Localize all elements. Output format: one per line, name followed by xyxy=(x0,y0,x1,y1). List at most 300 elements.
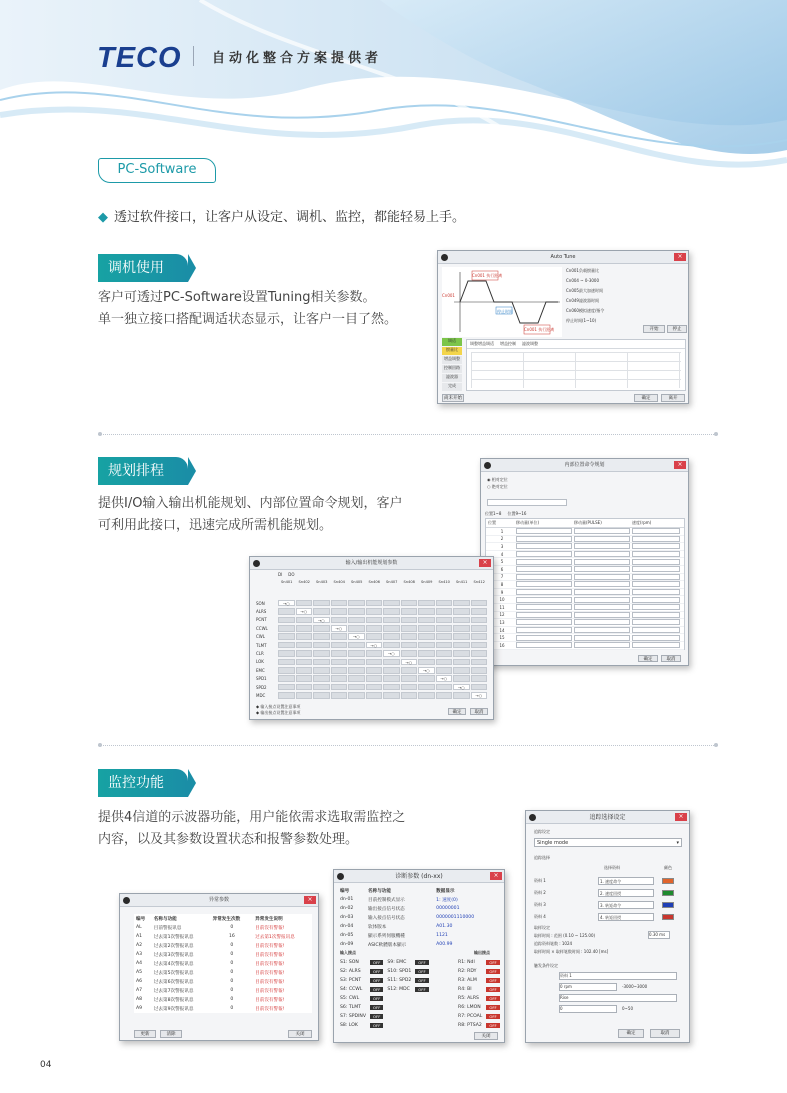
io-cell[interactable] xyxy=(383,659,400,666)
io-cell[interactable] xyxy=(453,642,470,649)
io-cell[interactable] xyxy=(296,600,313,607)
input-state: OFF xyxy=(370,1005,383,1010)
diag-value: 0000001110000 xyxy=(436,915,475,920)
io-cell[interactable] xyxy=(418,675,435,682)
position-value-input[interactable] xyxy=(632,559,680,565)
input-state-cell xyxy=(368,958,385,967)
io-cell[interactable] xyxy=(436,667,453,674)
alarm-row xyxy=(134,977,312,986)
close-icon[interactable]: × xyxy=(490,872,502,880)
position-value-input[interactable] xyxy=(632,589,680,595)
io-cell[interactable] xyxy=(313,625,330,632)
io-cell[interactable] xyxy=(366,692,383,699)
io-cell[interactable] xyxy=(278,684,295,691)
io-cell[interactable] xyxy=(278,650,295,657)
io-cell[interactable] xyxy=(383,642,400,649)
io-cell[interactable] xyxy=(331,692,348,699)
io-cell[interactable] xyxy=(278,667,295,674)
io-tabs xyxy=(278,572,295,577)
io-cell[interactable] xyxy=(366,600,383,607)
alarm-id: A4 xyxy=(136,961,143,966)
monitor-desc xyxy=(98,807,405,851)
refresh-button[interactable]: 更新 xyxy=(134,1030,156,1038)
io-cell[interactable] xyxy=(366,675,383,682)
io-cell[interactable] xyxy=(471,650,488,657)
position-value-input[interactable] xyxy=(632,612,680,618)
io-cell[interactable] xyxy=(471,667,488,674)
cancel-button[interactable]: 取消 xyxy=(661,655,681,662)
io-cell[interactable]: →○ xyxy=(471,692,488,699)
input-state: OFF xyxy=(370,996,383,1001)
tab-filter[interactable]: 滤波调整 xyxy=(522,341,538,346)
output-state: OFF xyxy=(486,1005,499,1010)
io-cell[interactable] xyxy=(471,659,488,666)
position-value-input[interactable] xyxy=(632,566,680,572)
position-value-input[interactable] xyxy=(516,612,572,618)
io-cell[interactable] xyxy=(348,642,365,649)
side-tab[interactable]: 滤波器 xyxy=(442,374,462,382)
position-value-input[interactable] xyxy=(516,635,572,641)
position-value-input[interactable] xyxy=(516,551,572,557)
mode-select[interactable] xyxy=(534,838,682,847)
side-tabs xyxy=(442,338,462,392)
io-cell[interactable] xyxy=(366,650,383,657)
io-cell[interactable] xyxy=(348,617,365,624)
inputs-body xyxy=(338,958,431,1030)
io-cell[interactable] xyxy=(436,625,453,632)
io-cell[interactable] xyxy=(418,600,435,607)
io-cell[interactable] xyxy=(471,633,488,640)
io-cell[interactable] xyxy=(453,692,470,699)
internal-position-title xyxy=(481,459,688,472)
radio-relative[interactable]: ◉ 相对定位 xyxy=(487,477,508,482)
diag-id: dn-03 xyxy=(340,915,354,920)
io-cell[interactable] xyxy=(296,617,313,624)
io-cell[interactable] xyxy=(418,633,435,640)
io-cell[interactable] xyxy=(313,608,330,615)
position-value-input[interactable] xyxy=(574,566,630,572)
io-cell[interactable] xyxy=(418,642,435,649)
io-cell[interactable] xyxy=(383,667,400,674)
io-cell[interactable] xyxy=(296,684,313,691)
io-cell[interactable] xyxy=(313,659,330,666)
position-value-input[interactable] xyxy=(574,574,630,580)
io-cell[interactable] xyxy=(348,667,365,674)
close-icon[interactable]: × xyxy=(674,253,686,261)
io-cell[interactable]: →○ xyxy=(348,633,365,640)
input-state-cell xyxy=(413,1003,430,1012)
position-value-input[interactable] xyxy=(516,574,572,580)
tab-do[interactable]: DO xyxy=(288,572,295,577)
edge-select[interactable]: Rise xyxy=(559,994,677,1002)
io-cell[interactable] xyxy=(418,608,435,615)
io-cell[interactable] xyxy=(471,675,488,682)
io-cell[interactable] xyxy=(436,642,453,649)
io-cell[interactable] xyxy=(331,608,348,615)
channel-color-swatch[interactable] xyxy=(662,890,674,896)
position-value-input[interactable] xyxy=(632,642,680,648)
position-value-input[interactable] xyxy=(574,551,630,557)
position-value-input[interactable] xyxy=(574,642,630,648)
io-cell[interactable] xyxy=(278,625,295,632)
io-cell[interactable]: →○ xyxy=(313,617,330,624)
io-cell[interactable] xyxy=(436,633,453,640)
app-icon xyxy=(529,814,536,821)
io-col-header: Sn407 xyxy=(386,580,398,584)
io-cell[interactable] xyxy=(366,667,383,674)
diag-title xyxy=(334,870,504,883)
io-cell[interactable] xyxy=(366,633,383,640)
io-cell[interactable] xyxy=(296,692,313,699)
io-cell[interactable] xyxy=(418,692,435,699)
tuning-desc-line1: 客户可透过PC-Software设置Tuning相关参数。 xyxy=(98,290,376,305)
position-value-input[interactable] xyxy=(516,604,572,610)
io-cell[interactable] xyxy=(313,667,330,674)
io-cell[interactable] xyxy=(278,617,295,624)
start-button[interactable]: 开始 xyxy=(643,325,665,333)
planning-desc-line1: 提供I/O输入输出机能规划、内部位置命令规划，客户 xyxy=(98,496,403,511)
param-label: 停止时间(1~10) xyxy=(566,318,597,323)
io-cell[interactable] xyxy=(348,675,365,682)
io-cell[interactable] xyxy=(296,659,313,666)
channel-select[interactable]: 4. 转矩回授 xyxy=(598,913,654,921)
position-value-input[interactable] xyxy=(574,612,630,618)
planning-desc-line2: 可利用此接口，迅速完成所需机能规划。 xyxy=(98,518,333,533)
io-cell[interactable] xyxy=(348,684,365,691)
io-cell[interactable] xyxy=(313,684,330,691)
position-value-input[interactable] xyxy=(632,551,680,557)
diag-row xyxy=(338,913,502,922)
position-value-input[interactable] xyxy=(574,559,630,565)
io-cell[interactable] xyxy=(348,659,365,666)
col-header: 移动量(单位) xyxy=(516,520,540,525)
position-value-input[interactable] xyxy=(632,619,680,625)
io-cell[interactable] xyxy=(471,608,488,615)
io-row-label: SPD2 xyxy=(256,684,267,690)
io-cell[interactable] xyxy=(278,608,295,615)
close-button[interactable]: 关闭 xyxy=(288,1030,312,1038)
io-cell[interactable] xyxy=(313,692,330,699)
io-cell[interactable] xyxy=(278,633,295,640)
diag-id: dn-09 xyxy=(340,942,354,947)
tab-position-9-16[interactable]: 位置9~16 xyxy=(507,511,527,516)
io-row-label: CLR xyxy=(256,651,264,657)
close-button[interactable]: 关闭 xyxy=(474,1032,498,1040)
param-label: Cn001负载惯量比 xyxy=(566,268,599,273)
monitor-desc-line2: 内容，以及其参数设置状态和报警参数处理。 xyxy=(98,832,359,847)
io-cell[interactable]: →○ xyxy=(383,650,400,657)
cancel-button[interactable]: 取消 xyxy=(470,708,488,715)
io-cell[interactable] xyxy=(401,608,418,615)
io-cell[interactable] xyxy=(366,608,383,615)
alarm-id: A3 xyxy=(136,952,143,957)
ok-button[interactable]: 确定 xyxy=(448,708,466,715)
io-cell[interactable] xyxy=(296,650,313,657)
tab-di[interactable]: DI xyxy=(278,572,283,577)
side-tab[interactable]: 调适 xyxy=(442,338,462,346)
position-value-input[interactable] xyxy=(574,543,630,549)
sample-time-input[interactable]: 0.30 ms xyxy=(648,931,670,939)
io-cell[interactable] xyxy=(278,675,295,682)
io-cell[interactable] xyxy=(418,625,435,632)
position-value-input[interactable] xyxy=(574,619,630,625)
io-cell[interactable] xyxy=(453,667,470,674)
side-tab[interactable]: 惯量比 xyxy=(442,347,462,355)
io-cell[interactable] xyxy=(296,667,313,674)
position-value-input[interactable] xyxy=(632,604,680,610)
io-cell[interactable] xyxy=(453,625,470,632)
io-cell[interactable] xyxy=(453,617,470,624)
ok-button[interactable]: 确定 xyxy=(618,1029,644,1038)
position-value-input[interactable] xyxy=(574,597,630,603)
param-row xyxy=(566,278,686,288)
io-cell[interactable] xyxy=(401,650,418,657)
channel-color-swatch[interactable] xyxy=(662,902,674,908)
position-value-input[interactable] xyxy=(516,597,572,603)
io-cell[interactable] xyxy=(453,600,470,607)
io-cell[interactable] xyxy=(383,633,400,640)
io-cell[interactable] xyxy=(313,600,330,607)
io-cell[interactable] xyxy=(331,642,348,649)
position-value-input[interactable] xyxy=(516,581,572,587)
io-cell[interactable] xyxy=(401,684,418,691)
alarm-note: 目前沒有警報! xyxy=(255,952,285,958)
position-value-input[interactable] xyxy=(574,627,630,633)
exit-button[interactable]: 离开 xyxy=(661,394,685,402)
alarm-table-body xyxy=(134,914,312,1013)
position-value-input[interactable] xyxy=(574,536,630,542)
io-cell[interactable] xyxy=(296,642,313,649)
position-value-input[interactable] xyxy=(632,543,680,549)
position-input[interactable]: 0 xyxy=(559,1005,617,1013)
io-cell[interactable] xyxy=(418,659,435,666)
cancel-button[interactable]: 取消 xyxy=(650,1029,680,1038)
trigger-mode-select[interactable]: 资料 1 xyxy=(559,972,677,980)
position-number: 7 xyxy=(500,574,504,580)
io-cell[interactable] xyxy=(366,625,383,632)
io-cell[interactable] xyxy=(331,600,348,607)
position-value-input[interactable] xyxy=(574,589,630,595)
io-cell[interactable]: →○ xyxy=(278,600,295,607)
position-value-input[interactable] xyxy=(516,528,572,534)
position-value-input[interactable] xyxy=(574,635,630,641)
io-cell[interactable] xyxy=(383,617,400,624)
io-cell[interactable]: →○ xyxy=(366,642,383,649)
io-cell[interactable]: →○ xyxy=(418,667,435,674)
alarm-name: 过去第8次警报讯息 xyxy=(153,997,194,1003)
io-cell[interactable]: →○ xyxy=(331,625,348,632)
io-cell[interactable] xyxy=(436,692,453,699)
channel-color-swatch[interactable] xyxy=(662,878,674,884)
trace-title xyxy=(526,811,689,824)
io-cell[interactable] xyxy=(418,684,435,691)
position-value-input[interactable] xyxy=(516,619,572,625)
io-cell[interactable] xyxy=(471,625,488,632)
io-cell[interactable] xyxy=(313,642,330,649)
position-select[interactable] xyxy=(487,499,567,506)
close-icon[interactable]: × xyxy=(304,896,316,904)
io-cell[interactable] xyxy=(331,659,348,666)
io-cell[interactable] xyxy=(453,650,470,657)
close-icon[interactable]: × xyxy=(675,813,687,821)
position-value-input[interactable] xyxy=(574,604,630,610)
side-tab[interactable]: 控制回路 xyxy=(442,365,462,373)
alarm-row xyxy=(134,1004,312,1013)
input-state-cell xyxy=(368,976,385,985)
ok-button[interactable]: 确定 xyxy=(638,655,658,662)
io-cell[interactable] xyxy=(348,692,365,699)
io-cell[interactable]: →○ xyxy=(453,684,470,691)
io-cell[interactable] xyxy=(313,633,330,640)
io-cell[interactable] xyxy=(331,667,348,674)
select-label: 追踪选择 xyxy=(534,855,550,860)
close-icon[interactable]: × xyxy=(479,559,491,567)
io-cell[interactable] xyxy=(436,600,453,607)
alarm-id: A8 xyxy=(136,997,143,1002)
io-cell[interactable] xyxy=(471,617,488,624)
io-cell[interactable] xyxy=(331,684,348,691)
io-cell[interactable] xyxy=(401,667,418,674)
input-state-cell xyxy=(413,994,430,1003)
io-cell[interactable]: →○ xyxy=(296,608,313,615)
io-cell[interactable] xyxy=(418,617,435,624)
io-cell[interactable]: →○ xyxy=(401,659,418,666)
col-header: 位置 xyxy=(488,520,496,525)
io-row-label: EMC xyxy=(256,667,265,673)
io-cell[interactable] xyxy=(331,675,348,682)
io-cell[interactable] xyxy=(436,617,453,624)
outputs-table xyxy=(456,958,502,1030)
io-row xyxy=(256,624,488,632)
io-cell[interactable] xyxy=(401,617,418,624)
io-cell[interactable] xyxy=(401,675,418,682)
io-cell[interactable]: →○ xyxy=(436,675,453,682)
position-value-input[interactable] xyxy=(516,566,572,572)
io-cell[interactable] xyxy=(348,625,365,632)
io-cell[interactable] xyxy=(366,659,383,666)
io-cell[interactable] xyxy=(383,684,400,691)
io-cell[interactable] xyxy=(453,608,470,615)
io-cell[interactable] xyxy=(331,617,348,624)
position-value-input[interactable] xyxy=(516,536,572,542)
alarm-header: 编号 xyxy=(136,916,146,922)
radio-absolute[interactable]: ○ 绝对定位 xyxy=(487,484,508,489)
io-cell[interactable] xyxy=(436,650,453,657)
io-cell[interactable] xyxy=(471,642,488,649)
io-cell[interactable] xyxy=(401,642,418,649)
io-cell[interactable] xyxy=(436,659,453,666)
side-tab[interactable]: 完成 xyxy=(442,383,462,391)
tab-position-1-8[interactable]: 位置1~8 xyxy=(485,511,502,516)
diag-id: dn-02 xyxy=(340,906,354,911)
io-cell[interactable] xyxy=(383,675,400,682)
io-row xyxy=(256,666,488,674)
position-value-input[interactable] xyxy=(516,543,572,549)
position-value-input[interactable] xyxy=(516,589,572,595)
io-cell[interactable] xyxy=(471,684,488,691)
position-value-input[interactable] xyxy=(632,536,680,542)
io-cell[interactable] xyxy=(453,659,470,666)
output-row xyxy=(456,976,502,985)
position-value-input[interactable] xyxy=(516,642,572,648)
alarm-id: AL xyxy=(136,925,142,930)
tab-gain[interactable]: 调整增益调适 xyxy=(470,341,494,346)
channel-color-swatch[interactable] xyxy=(662,914,674,920)
io-cell[interactable] xyxy=(436,608,453,615)
position-value-input[interactable] xyxy=(574,528,630,534)
side-tab[interactable]: 增益调整 xyxy=(442,356,462,364)
position-value-input[interactable] xyxy=(574,581,630,587)
ok-button[interactable]: 确定 xyxy=(634,394,658,402)
position-rows xyxy=(486,528,684,650)
io-cell[interactable] xyxy=(383,608,400,615)
io-cell[interactable] xyxy=(296,633,313,640)
alarm-name: 过去第1次警报讯息 xyxy=(153,934,194,940)
position-value-input[interactable] xyxy=(632,581,680,587)
io-cell[interactable] xyxy=(296,625,313,632)
status-button[interactable]: 尚未开始 xyxy=(444,396,462,401)
io-cell[interactable] xyxy=(348,608,365,615)
close-icon[interactable]: × xyxy=(674,461,686,469)
io-cell[interactable] xyxy=(278,659,295,666)
io-cell[interactable] xyxy=(453,633,470,640)
input-name xyxy=(385,1012,413,1021)
trigger-level-input[interactable]: 0 rpm xyxy=(559,983,617,991)
io-cell[interactable] xyxy=(278,692,295,699)
tab-control[interactable]: 增益控制 xyxy=(500,341,516,346)
clear-button[interactable]: 清除 xyxy=(160,1030,182,1038)
io-cell[interactable] xyxy=(453,675,470,682)
diag-value: 1: 速度(0) xyxy=(436,897,458,903)
io-cell[interactable] xyxy=(348,600,365,607)
io-cell[interactable] xyxy=(401,692,418,699)
io-cell[interactable] xyxy=(401,633,418,640)
io-cell[interactable] xyxy=(366,684,383,691)
position-value-input[interactable] xyxy=(632,635,680,641)
alarm-count: 0 xyxy=(230,925,234,930)
io-cell[interactable] xyxy=(313,675,330,682)
stop-button[interactable]: 停止 xyxy=(667,325,687,333)
io-cell[interactable] xyxy=(383,692,400,699)
io-cell[interactable] xyxy=(401,600,418,607)
io-cell[interactable] xyxy=(366,617,383,624)
io-cell[interactable] xyxy=(383,600,400,607)
trigger-range: -3000~3000 xyxy=(622,984,648,989)
io-cell[interactable] xyxy=(313,650,330,657)
io-cell[interactable] xyxy=(471,600,488,607)
position-value-input[interactable] xyxy=(632,597,680,603)
position-value-input[interactable] xyxy=(632,574,680,580)
channel-select[interactable]: 3. 转矩命令 xyxy=(598,901,654,909)
position-value-input[interactable] xyxy=(632,528,680,534)
io-cell[interactable] xyxy=(331,633,348,640)
io-cell[interactable] xyxy=(278,642,295,649)
io-cell[interactable] xyxy=(383,625,400,632)
io-cell[interactable] xyxy=(418,650,435,657)
channel-select[interactable]: 2. 速度回授 xyxy=(598,889,654,897)
io-cell[interactable] xyxy=(401,625,418,632)
channel-select[interactable]: 1. 速度命令 xyxy=(598,877,654,885)
io-cell[interactable] xyxy=(348,650,365,657)
io-cell[interactable] xyxy=(296,675,313,682)
position-value-input[interactable] xyxy=(516,559,572,565)
position-value-input[interactable] xyxy=(632,627,680,633)
diagram-right-label: Cn001 执行距离 xyxy=(524,327,555,332)
position-value-input[interactable] xyxy=(516,627,572,633)
param-row xyxy=(566,308,686,318)
io-cell[interactable] xyxy=(331,650,348,657)
io-cell[interactable] xyxy=(436,684,453,691)
